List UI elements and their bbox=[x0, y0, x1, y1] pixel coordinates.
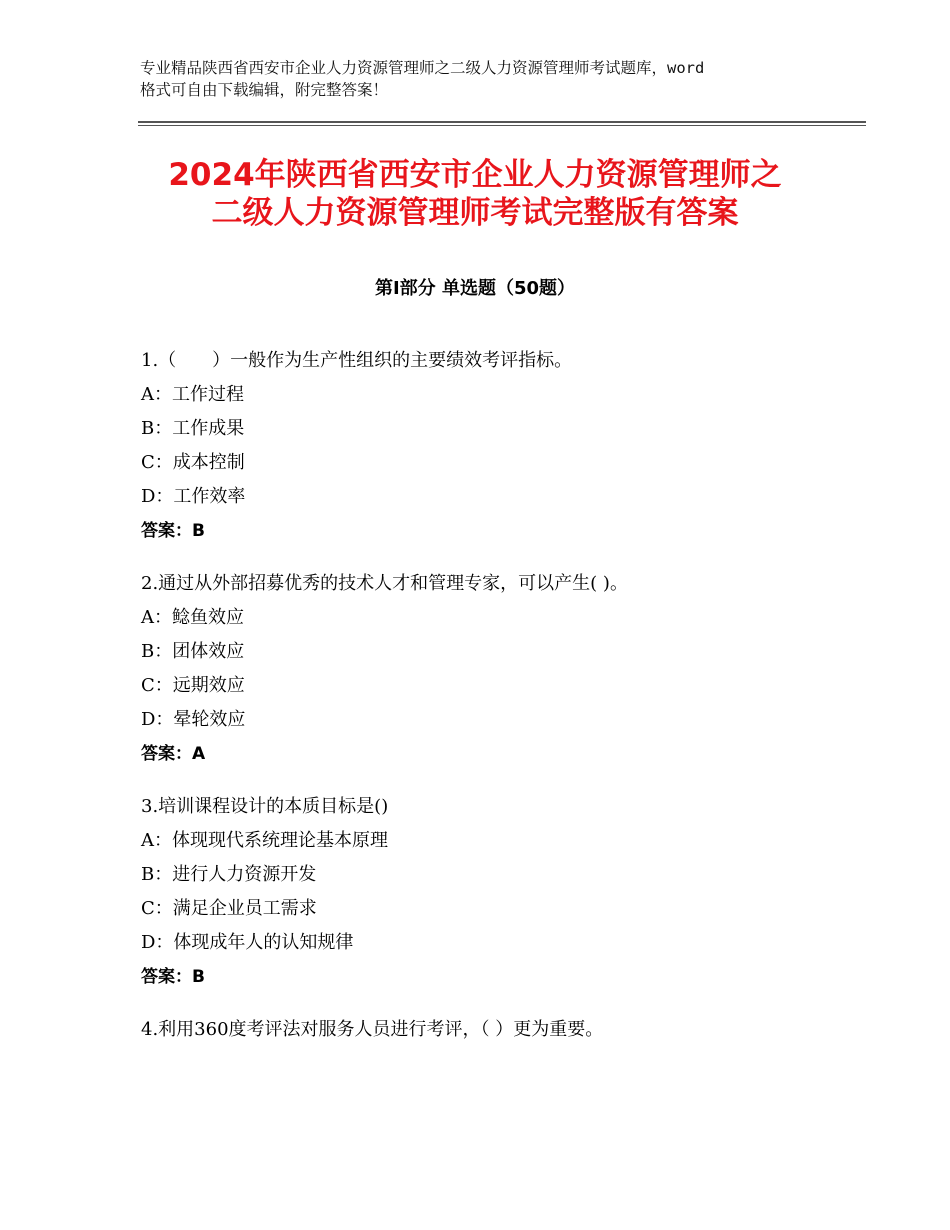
question-2 bbox=[141, 567, 861, 771]
document-title-line-1: 2024年陕西省西安市企业人力资源管理师之 bbox=[168, 157, 782, 193]
question-3 bbox=[141, 790, 861, 994]
option-d: D：晕轮效应 bbox=[141, 709, 246, 730]
option-c: C：满足企业员工需求 bbox=[141, 898, 317, 919]
option-b: B：进行人力资源开发 bbox=[141, 864, 317, 885]
answer-label: 答案：B bbox=[141, 967, 205, 987]
option-c: C：成本控制 bbox=[141, 452, 245, 473]
option-a: A：鲶鱼效应 bbox=[141, 607, 244, 628]
option-a: A：工作过程 bbox=[141, 384, 244, 405]
question-stem: 4.利用360度考评法对服务人员进行考评，（ ）更为重要。 bbox=[141, 1019, 604, 1040]
question-4 bbox=[141, 1013, 861, 1047]
header-divider-thick bbox=[138, 121, 866, 123]
option-c: C：远期效应 bbox=[141, 675, 245, 696]
header-divider-thin bbox=[138, 125, 866, 126]
option-d: D：体现成年人的认知规律 bbox=[141, 932, 354, 953]
document-title bbox=[100, 156, 850, 232]
header-note-line-2: 格式可自由下载编辑，附完整答案！ bbox=[140, 81, 389, 99]
answer-label: 答案：A bbox=[141, 744, 206, 764]
question-stem: 2.通过从外部招募优秀的技术人才和管理专家，可以产生( )。 bbox=[141, 573, 628, 594]
document-title-line-2: 二级人力资源管理师考试完整版有答案 bbox=[211, 195, 739, 231]
option-a: A：体现现代系统理论基本原理 bbox=[141, 830, 388, 851]
document-header-note bbox=[140, 57, 830, 101]
question-list bbox=[141, 344, 861, 1066]
question-stem: 1.（ ）一般作为生产性组织的主要绩效考评指标。 bbox=[141, 350, 573, 371]
section-title: 第Ⅰ部分 单选题（50题） bbox=[374, 278, 575, 299]
header-note-line-1: 专业精品陕西省西安市企业人力资源管理师之二级人力资源管理师考试题库，word bbox=[140, 59, 705, 77]
option-d: D：工作效率 bbox=[141, 486, 246, 507]
option-b: B：工作成果 bbox=[141, 418, 245, 439]
question-stem: 3.培训课程设计的本质目标是() bbox=[141, 796, 389, 817]
option-b: B：团体效应 bbox=[141, 641, 245, 662]
question-1 bbox=[141, 344, 861, 548]
answer-label: 答案：B bbox=[141, 521, 205, 541]
